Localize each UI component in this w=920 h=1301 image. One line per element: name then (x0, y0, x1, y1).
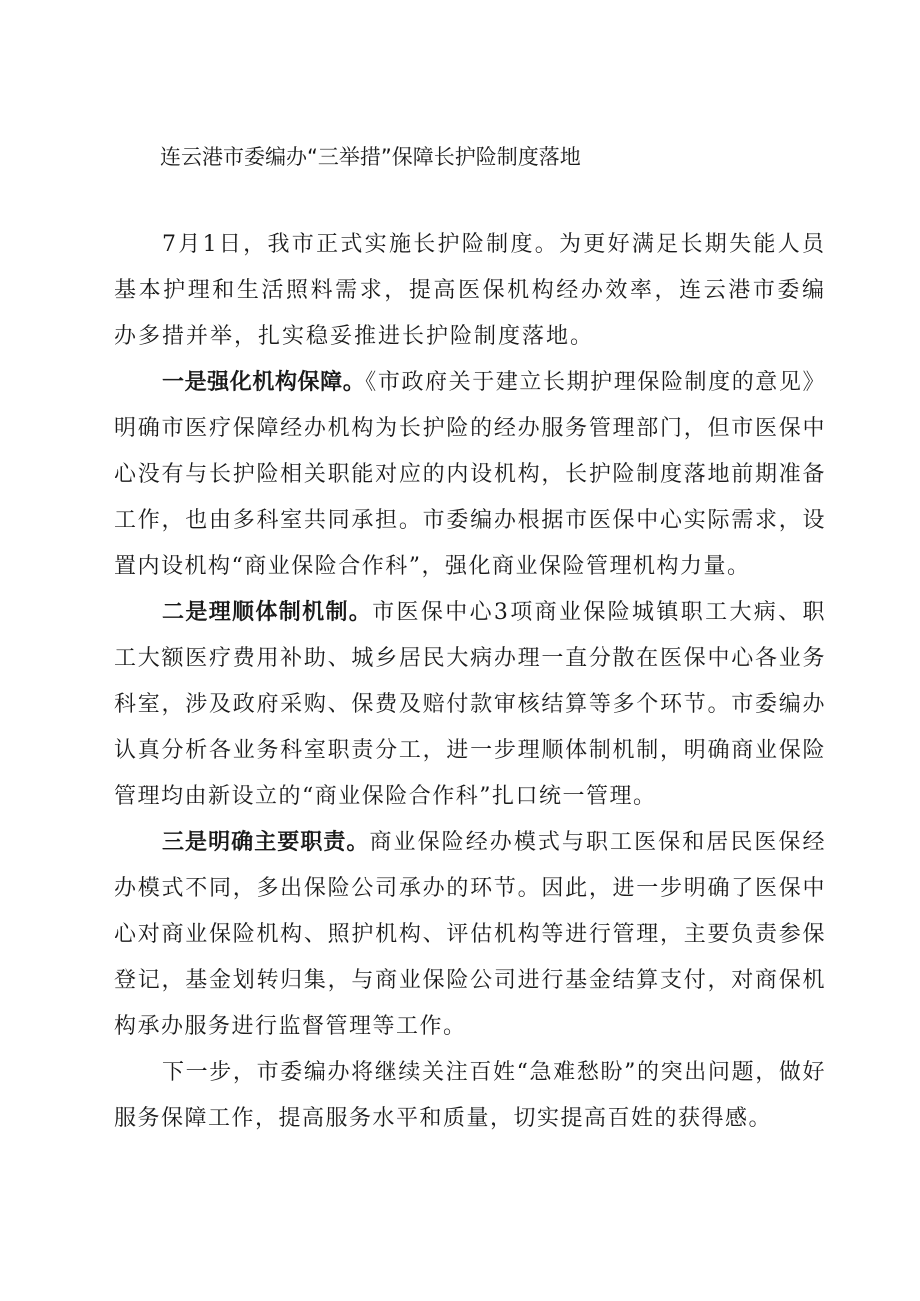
document-title: 连云港市委编办“三举措”保障长护险制度落地 (160, 145, 581, 169)
section-paragraph-1 (114, 360, 826, 590)
section-lead-3: 三是明确主要职责。 (162, 830, 370, 855)
section-paragraph-3 (114, 820, 826, 1050)
section-text-3: 商业保险经办模式与职工医保和居民医保经办模式不同，多出保险公司承办的环节。因此，进一步明确了医保中心对商业保险机构、照护机构、评估机构等进行管理，主要负责参保登记，基金划转归集，与商业保险公司进行基金结算支付，对商保机构承办服务进行监督管理等工作。 (114, 830, 826, 1039)
section-lead-1: 一是强化机构保障。 (162, 370, 366, 395)
section-text-1: 《市政府关于建立长期护理保险制度的意见》明确市医疗保障经办机构为长护险的经办服务管理部门，但市医保中心没有与长护险相关职能对应的内设机构，长护险制度落地前期准备工作，也由多科室共同承担。市委编办根据市医保中心实际需求，设置内设机构“商业保险合作科”，强化商业保险管理机构力量。 (114, 370, 826, 579)
section-text-2: 市医保中心3项商业保险城镇职工大病、职工大额医疗费用补助、城乡居民大病办理一直分散在医保中心各业务科室，涉及政府采购、保费及赔付款审核结算等多个环节。市委编办认真分析各业务科室职责分工，进一步理顺体制机制，明确商业保险管理均由新设立的“商业保险合作科”扎口统一管理。 (114, 600, 826, 809)
intro-paragraph: 7月1日，我市正式实施长护险制度。为更好满足长期失能人员基本护理和生活照料需求，提高医保机构经办效率，连云港市委编办多措并举，扎实稳妥推进长护险制度落地。 (114, 232, 826, 349)
conclusion-paragraph: 下一步，市委编办将继续关注百姓“急难愁盼”的突出问题，做好服务保障工作，提高服务水平和质量，切实提高百姓的获得感。 (114, 1060, 826, 1131)
section-lead-2: 二是理顺体制机制。 (162, 600, 373, 625)
document-body (114, 222, 826, 1142)
section-paragraph-2 (114, 590, 826, 820)
